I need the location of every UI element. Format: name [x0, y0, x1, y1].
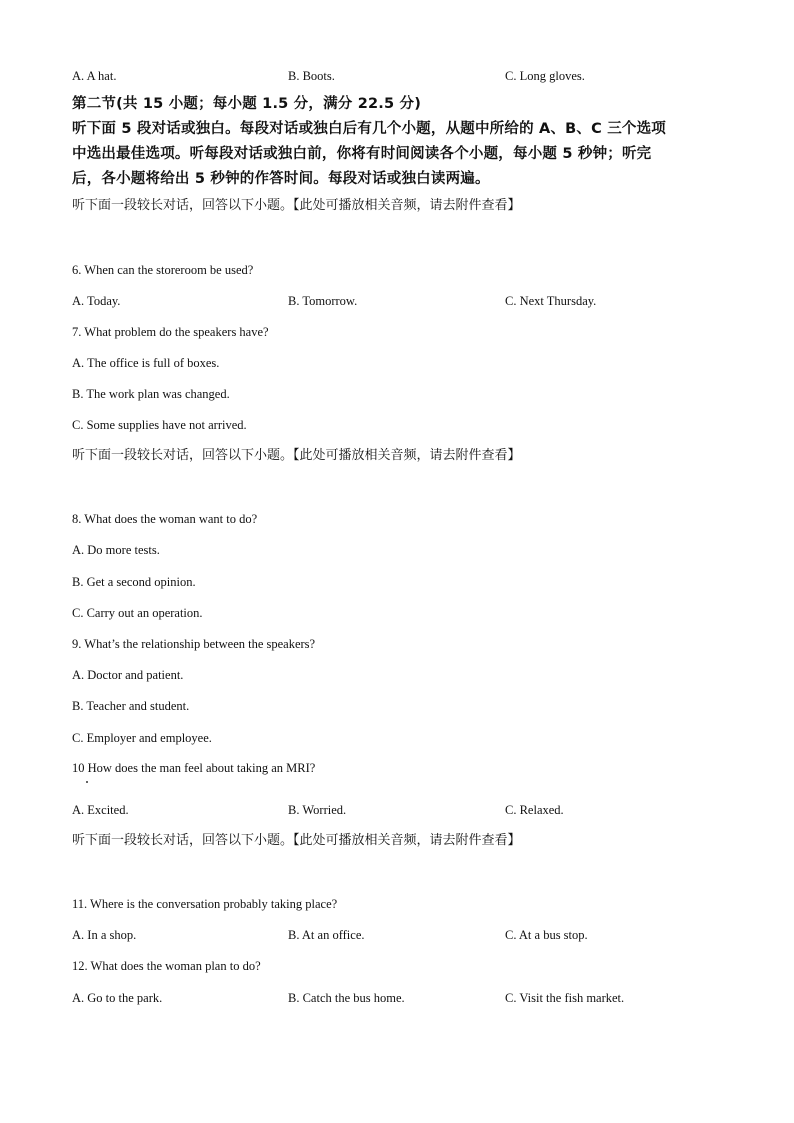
q6-option-c: C. Next Thursday.	[505, 294, 597, 308]
q7-option-c: C. Some supplies have not arrived.	[72, 418, 247, 432]
question-9: 9. What’s the relationship between the speakers?	[72, 637, 316, 651]
audio-note: 听下面一段较长对话，回答以下小题。【此处可播放相关音频，请去附件查看】	[72, 833, 521, 848]
section-instruction: 听下面 5 段对话或独白。每段对话或独白后有几个小题，从题中所给的 A、B、C 三个选项	[72, 121, 666, 137]
q8-option-a: A. Do more tests.	[72, 543, 160, 557]
q11-option-a: A. In a shop.	[72, 928, 137, 942]
q7-option-b: B. The work plan was changed.	[72, 387, 230, 401]
q6-option-b: B. Tomorrow.	[288, 294, 358, 308]
section-instruction: 后，各小题将给出 5 秒钟的作答时间。每段对话或独白读两遍。	[72, 171, 490, 187]
q12-option-c: C. Visit the fish market.	[505, 991, 625, 1005]
question-number-dot	[86, 781, 88, 783]
q8-option-b: B. Get a second opinion.	[72, 575, 196, 589]
option-b: B. Boots.	[288, 69, 335, 83]
q11-option-c: C. At a bus stop.	[505, 928, 588, 942]
audio-note: 听下面一段较长对话，回答以下小题。【此处可播放相关音频，请去附件查看】	[72, 198, 521, 213]
audio-note: 听下面一段较长对话，回答以下小题。【此处可播放相关音频，请去附件查看】	[72, 448, 521, 463]
question-7: 7. What problem do the speakers have?	[72, 325, 269, 339]
question-10: 10 How does the man feel about taking an MRI?	[72, 761, 316, 775]
option-a: A. A hat.	[72, 69, 117, 83]
question-12: 12. What does the woman plan to do?	[72, 959, 261, 973]
section-heading: 第二节(共 15 小题；每小题 1.5 分，满分 22.5 分)	[72, 96, 422, 112]
q8-option-c: C. Carry out an operation.	[72, 606, 203, 620]
q9-option-b: B. Teacher and student.	[72, 699, 190, 713]
q11-option-b: B. At an office.	[288, 928, 365, 942]
q10-option-b: B. Worried.	[288, 803, 347, 817]
q9-option-a: A. Doctor and patient.	[72, 668, 184, 682]
q10-option-c: C. Relaxed.	[505, 803, 564, 817]
question-8: 8. What does the woman want to do?	[72, 512, 258, 526]
section-instruction: 中选出最佳选项。听每段对话或独白前，你将有时间阅读各个小题，每小题 5 秒钟；听完	[72, 146, 652, 162]
q12-option-b: B. Catch the bus home.	[288, 991, 405, 1005]
question-6: 6. When can the storeroom be used?	[72, 263, 254, 277]
question-11: 11. Where is the conversation probably taking place?	[72, 897, 338, 911]
q6-option-a: A. Today.	[72, 294, 121, 308]
option-c: C. Long gloves.	[505, 69, 585, 83]
q7-option-a: A. The office is full of boxes.	[72, 356, 220, 370]
q12-option-a: A. Go to the park.	[72, 991, 163, 1005]
q10-option-a: A. Excited.	[72, 803, 129, 817]
q9-option-c: C. Employer and employee.	[72, 731, 212, 745]
